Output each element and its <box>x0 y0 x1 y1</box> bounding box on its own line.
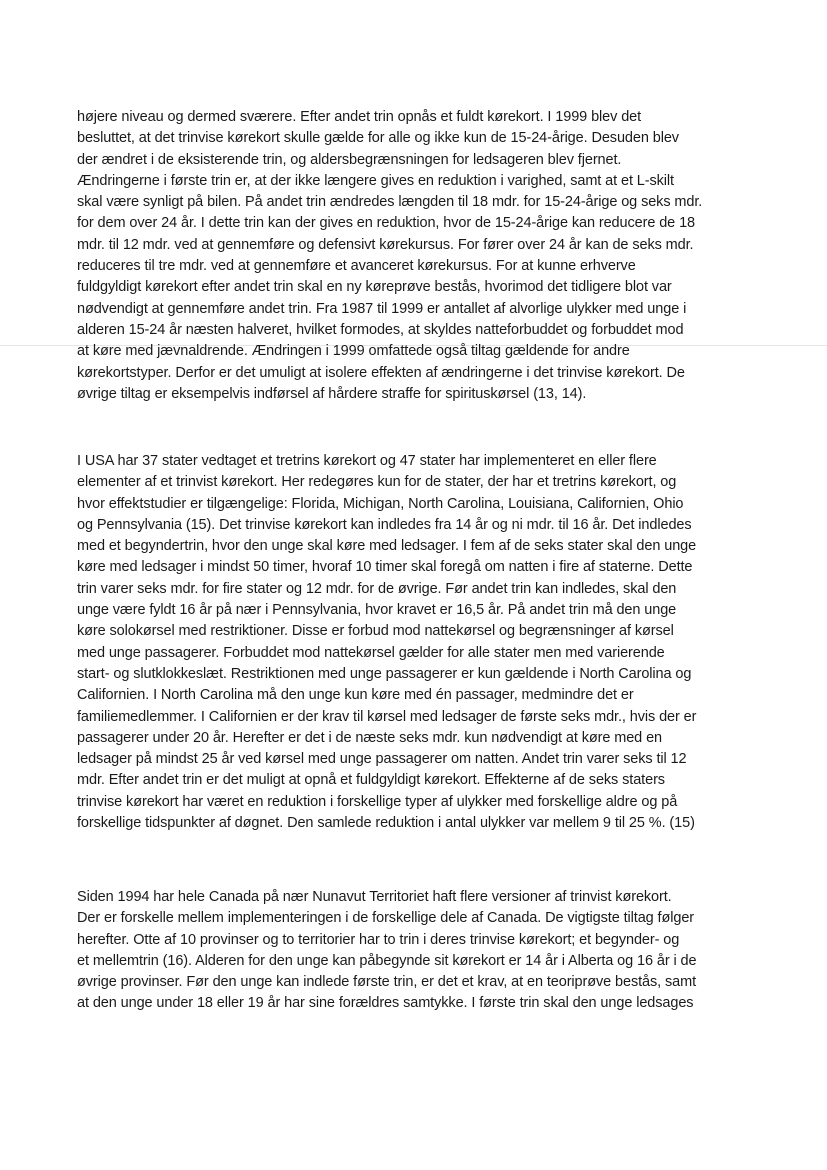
text-line: skal være synligt på bilen. På andet trin ændredes længden til 18 mdr. for 15-24-årige og seks mdr. <box>77 194 703 211</box>
text-line: Der er forskelle mellem implementeringen i de forskellige dele af Canada. De vigtigste tiltag følger <box>77 910 695 927</box>
text-line: med unge passagerer. Forbuddet mod nattekørsel gælder for alle stater men med varierende <box>77 644 665 661</box>
text-line: trinvise kørekort har været en reduktion i forskellige typer af ulykker med forskellige aldre og på <box>77 793 678 810</box>
text-line: med et begyndertrin, hvor den unge skal køre med ledsager. I fem af de seks stater skal den unge <box>77 538 697 555</box>
text-line: alderen 15-24 år næsten halveret, hvilket formodes, at skyldes natteforbuddet og forbuddet mod <box>77 321 684 338</box>
text-line: unge være fyldt 16 år på nær i Pennsylvania, hvor kravet er 16,5 år. På andet trin må den unge <box>77 602 677 619</box>
text-line: besluttet, at det trinvise kørekort skulle gælde for alle og ikke kun de 15-24-årige. Desuden blev <box>77 130 679 147</box>
text-line: herefter. Otte af 10 provinser og to territorier har to trin i deres trinvise kørekort; et begynder- og <box>77 931 680 948</box>
text-line: der ændret i de eksisterende trin, og aldersbegrænsningen for ledsageren blev fjernet. <box>77 151 622 168</box>
paragraph-usa-graduated-license <box>77 451 759 834</box>
text-line: reduceres til tre mdr. ved at gennemføre et avanceret kørekursus. For at kunne erhverve <box>77 258 636 275</box>
text-line: for dem over 24 år. I dette trin kan der gives en reduktion, hvor de 15-24-årige kan reducere de 18 <box>77 215 695 232</box>
text-line: højere niveau og dermed sværere. Efter andet trin opnås et fuldt kørekort. I 1999 blev det <box>77 109 642 125</box>
text-line: køre med ledsager i mindst 50 timer, hvoraf 10 timer skal foregå om natten i fire af staterne. Dette <box>77 559 693 576</box>
text-line: passagerer under 20 år. Herefter er det i de næste seks mdr. kun nødvendigt at køre med en <box>77 729 663 746</box>
text-line: familiemedlemmer. I Californien er der krav til kørsel med ledsager de første seks mdr., hvis der er <box>77 708 697 725</box>
text-line: et mellemtrin (16). Alderen for den unge kan påbegynde sit kørekort er 14 år i Alberta og 16 år i de <box>77 952 697 969</box>
text-line: trin varer seks mdr. for fire stater og 12 mdr. for de øvrige. Før andet trin kan indledes, skal den <box>77 580 677 597</box>
text-line: øvrige provinser. Før den unge kan indlede første trin, er det et krav, at en teoriprøve bestås, samt <box>77 974 697 991</box>
paragraph-uk-graduated-license <box>77 107 759 405</box>
text-line: I USA har 37 stater vedtaget et tretrins kørekort og 47 stater har implementeret en eller flere <box>77 453 657 469</box>
text-line: øvrige tiltag er eksempelvis indførsel af hårdere straffe for spirituskørsel (13, 14). <box>77 385 587 402</box>
text-line: kørekortstyper. Derfor er det umuligt at isolere effekten af ændringerne i det trinvise kørekort. De <box>77 364 685 381</box>
text-line: forskellige tidspunkter af døgnet. Den samlede reduktion i antal ulykker var mellem 9 til 25 %. (15) <box>77 815 695 832</box>
text-line: køre solokørsel med restriktioner. Disse er forbud mod nattekørsel og begrænsninger af kørsel <box>77 623 674 640</box>
text-line: mdr. til 12 mdr. ved at gennemføre og defensivt kørekursus. For fører over 24 år kan de seks mdr. <box>77 236 694 253</box>
text-line: at den unge under 18 eller 19 år har sine forældres samtykke. I første trin skal den unge ledsages <box>77 995 694 1012</box>
text-line: at køre med jævnaldrende. Ændringen i 1999 omfattede også tiltag gældende for andre <box>77 343 630 360</box>
text-line: start- og slutklokkeslæt. Restriktionen med unge passagerer er kun gældende i North Carolina og <box>77 665 692 682</box>
text-line: fuldgyldigt kørekort efter andet trin skal en ny køreprøve bestås, hvorimod det tidligere blot var <box>77 279 672 296</box>
text-line: hvor effektstudier er tilgængelige: Florida, Michigan, North Carolina, Louisiana, Californien, Ohio <box>77 495 684 512</box>
text-line: Siden 1994 har hele Canada på nær Nunavut Territoriet haft flere versioner af trinvist kørekort. <box>77 889 672 905</box>
paragraph-canada-graduated-license <box>77 887 759 1015</box>
text-line: nødvendigt at gennemføre andet trin. Fra 1987 til 1999 er antallet af alvorlige ulykker med unge i <box>77 300 687 317</box>
text-line: Californien. I North Carolina må den unge kun køre med én passager, medmindre det er <box>77 687 634 704</box>
text-line: mdr. Efter andet trin er det muligt at opnå et fuldgyldigt kørekort. Effekterne af de seks staters <box>77 772 665 789</box>
text-line: og Pennsylvania (15). Det trinvise kørekort kan indledes fra 14 år og ni mdr. til 16 år. Det indledes <box>77 516 692 533</box>
text-line: elementer af et trinvist kørekort. Her redegøres kun for de stater, der har et tretrins kørekort, og <box>77 474 677 491</box>
text-line: ledsager på mindst 25 år ved kørsel med unge passagerer om natten. Andet trin varer seks til 12 <box>77 751 687 768</box>
text-line: Ændringerne i første trin er, at der ikke længere gives en reduktion i varighed, samt at et L-skilt <box>77 172 674 189</box>
